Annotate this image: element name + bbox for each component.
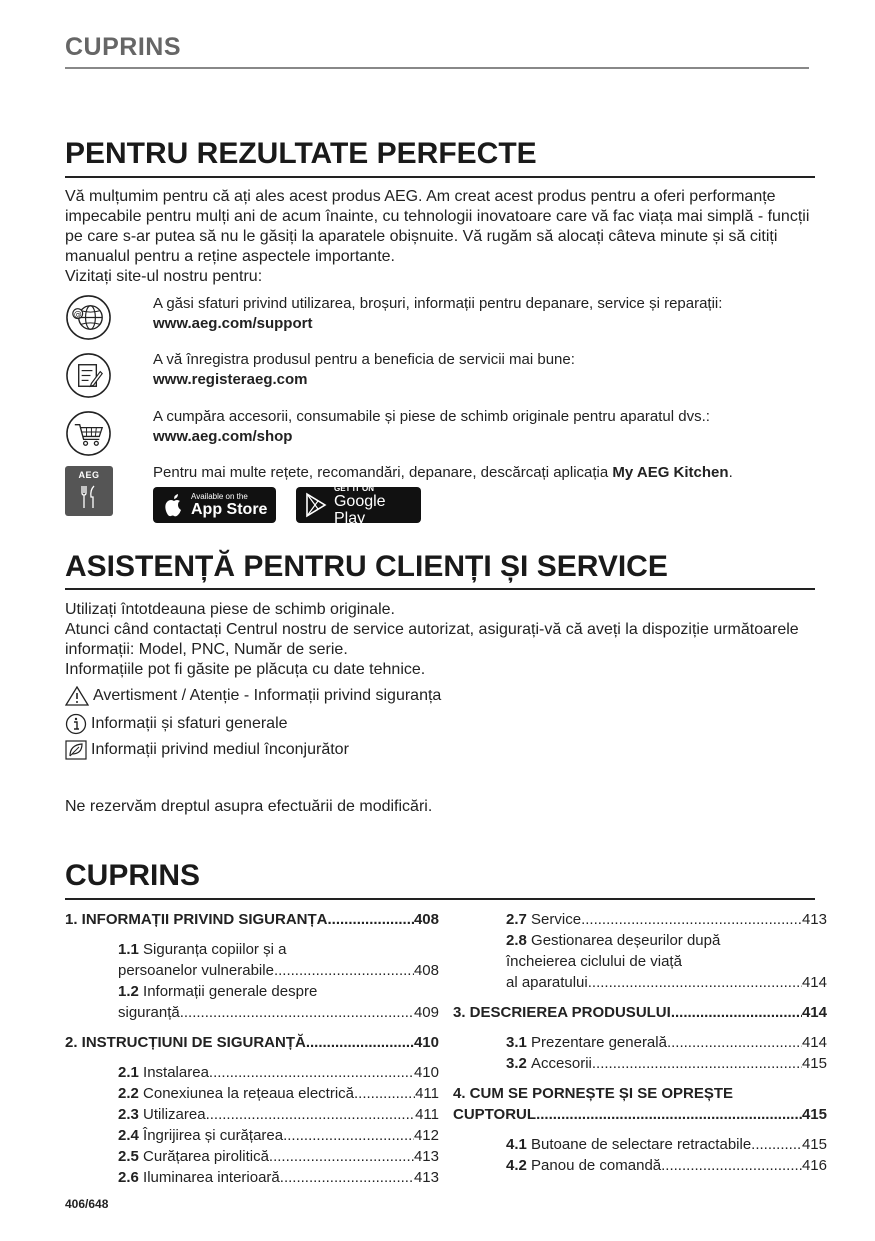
- toc-num: 2.5: [118, 1148, 139, 1165]
- symbol-row-info: [65, 713, 288, 735]
- toc-entry-1-2[interactable]: [65, 981, 439, 1023]
- support-info: [153, 294, 813, 334]
- header-divider: [65, 67, 809, 69]
- toc-page: 416: [801, 1157, 827, 1174]
- toc-label: al aparatului: [506, 974, 588, 991]
- toc-label: CUPTORUL: [453, 1106, 537, 1123]
- play-triangle-icon: [304, 492, 328, 518]
- section-title-results: PENTRU REZULTATE PERFECTE: [65, 137, 537, 170]
- toc-label: siguranță: [118, 1004, 180, 1021]
- toc-entry-2-5[interactable]: [65, 1146, 439, 1167]
- toc-label: Informații generale despre: [143, 983, 318, 1000]
- toc-label: Butoane de selectare retractabile: [531, 1136, 752, 1153]
- toc-page: 415: [801, 1136, 827, 1153]
- toc-label: 1. INFORMAȚII PRIVIND SIGURANȚA: [65, 911, 328, 928]
- register-link[interactable]: www.registeraeg.com: [153, 371, 308, 388]
- toc-entry-2-7[interactable]: [453, 909, 827, 930]
- toc-right-column: [453, 909, 827, 1176]
- app-text-end: .: [728, 464, 733, 481]
- support-text: A găsi sfaturi privind utilizarea, broșuri, informații pentru depanare, service și reparații:: [153, 295, 723, 312]
- service-paragraph: [65, 600, 815, 680]
- google-play-badge[interactable]: [296, 483, 421, 527]
- leaf-icon: [65, 740, 87, 760]
- toc-label: Prezentare generală: [531, 1034, 667, 1051]
- shop-info: [153, 407, 813, 447]
- toc-entry-2-8[interactable]: [453, 930, 827, 993]
- modification-note: Ne rezervăm dreptul asupra efectuării de modificări.: [65, 798, 433, 815]
- toc-entry-4-2[interactable]: [453, 1155, 827, 1176]
- shop-link[interactable]: www.aeg.com/shop: [153, 428, 293, 445]
- support-link[interactable]: www.aeg.com/support: [153, 315, 313, 332]
- toc-num: 2.4: [118, 1127, 139, 1144]
- section-title-service: ASISTENȚĂ PENTRU CLIENȚI ȘI SERVICE: [65, 550, 668, 583]
- section-divider: [65, 176, 815, 178]
- toc-entry-1[interactable]: [65, 909, 439, 930]
- toc-page: 414: [801, 974, 827, 991]
- toc-page: 411: [415, 1085, 439, 1102]
- app-promo-text: [153, 463, 813, 483]
- apple-icon: [163, 492, 185, 518]
- toc-num: 1.1: [118, 941, 139, 958]
- toc-entry-3-1[interactable]: [453, 1032, 827, 1053]
- svg-text:@: @: [73, 309, 82, 319]
- toc-num: 1.2: [118, 983, 139, 1000]
- toc-entry-4-1[interactable]: [453, 1134, 827, 1155]
- toc-label: 2. INSTRUCȚIUNI DE SIGURANȚĂ: [65, 1034, 306, 1051]
- info-circle-icon: [65, 713, 87, 735]
- toc-label: Utilizarea: [143, 1106, 206, 1123]
- app-store-badge[interactable]: [153, 487, 276, 523]
- cutlery-icon: [79, 484, 99, 510]
- toc-num: 2.6: [118, 1169, 139, 1186]
- toc-page: 410: [413, 1034, 439, 1051]
- toc-entry-2-1[interactable]: [65, 1062, 439, 1083]
- toc-page: 408: [413, 911, 439, 928]
- toc-label: Îngrijirea și curățarea: [143, 1127, 284, 1144]
- toc-num: 2.2: [118, 1085, 139, 1102]
- toc-label: Iluminarea interioară: [143, 1169, 280, 1186]
- app-text: Pentru mai multe rețete, recomandări, depanare, descărcați aplicația: [153, 464, 609, 481]
- toc-entry-2-2[interactable]: [65, 1083, 439, 1104]
- toc-num: 4.2: [506, 1157, 527, 1174]
- toc-label: Accesorii: [531, 1055, 592, 1072]
- toc-page: 414: [801, 1034, 827, 1051]
- service-line-3: Informațiile pot fi găsite pe plăcuța cu date tehnice.: [65, 661, 426, 678]
- toc-page: 413: [801, 911, 827, 928]
- toc-label: Instalarea: [143, 1064, 209, 1081]
- intro-text: Vă mulțumim pentru că ați ales acest produs AEG. Am creat acest produs pentru a oferi performanțe impecabile pentru mulți ani de acum înainte, cu tehnologii inovatoare care vă fac viața mai simplă - funcții pe care s-ar putea să nu le găsiți la aparatele obișnuite. Vă rugăm să alocați câteva minute și să citiți manualul pentru a reține aspectele importante.: [65, 188, 810, 265]
- app-store-large: App Store: [191, 501, 268, 518]
- toc-entry-2-4[interactable]: [65, 1125, 439, 1146]
- toc-num: 2.3: [118, 1106, 139, 1123]
- warning-text: Avertisment / Atenție - Informații privind siguranța: [93, 687, 442, 704]
- symbol-row-environment: [65, 740, 349, 760]
- register-info: [153, 350, 813, 390]
- toc-page: 415: [801, 1055, 827, 1072]
- page-header-title: CUPRINS: [65, 33, 182, 61]
- toc-title: CUPRINS: [65, 859, 201, 892]
- aeg-app-logo: [65, 466, 113, 516]
- toc-label: 3. DESCRIEREA PRODUSULUI: [453, 1004, 671, 1021]
- warning-triangle-icon: [65, 686, 89, 706]
- toc-label: Gestionarea deșeurilor după: [531, 932, 721, 949]
- service-line-1: Utilizați întotdeauna piese de schimb originale.: [65, 601, 395, 618]
- shopping-cart-icon: [65, 410, 112, 457]
- toc-page: 413: [413, 1169, 439, 1186]
- toc-page: 409: [413, 1004, 439, 1021]
- toc-num: 3.2: [506, 1055, 527, 1072]
- toc-divider: [65, 898, 815, 900]
- visit-text: Vizitați site-ul nostru pentru:: [65, 268, 263, 285]
- toc-page: 415: [801, 1106, 827, 1123]
- toc-label: Conexiunea la rețeaua electrică: [143, 1085, 354, 1102]
- toc-label: Panou de comandă: [531, 1157, 662, 1174]
- toc-page: 412: [413, 1127, 439, 1144]
- symbol-row-warning: [65, 686, 441, 706]
- toc-entry-2[interactable]: [65, 1032, 439, 1053]
- toc-entry-3-2[interactable]: [453, 1053, 827, 1074]
- register-note-icon: [65, 352, 112, 399]
- toc-page: 414: [801, 1004, 827, 1021]
- intro-paragraph: [65, 187, 815, 287]
- toc-num: 4.1: [506, 1136, 527, 1153]
- shop-text: A cumpăra accesorii, consumabile și piese de schimb originale pentru aparatul dvs.:: [153, 408, 710, 425]
- toc-label: Siguranța copiilor și a: [143, 941, 287, 958]
- register-text: A vă înregistra produsul pentru a beneficia de servicii mai bune:: [153, 351, 575, 368]
- toc-entry-1-1[interactable]: [65, 939, 439, 981]
- toc-entry-2-3[interactable]: [65, 1104, 439, 1125]
- globe-at-icon: [65, 294, 112, 341]
- toc-num: 2.7: [506, 911, 527, 928]
- toc-page: 408: [413, 962, 439, 979]
- toc-label: încheierea ciclului de viață: [506, 953, 682, 970]
- toc-num: 2.8: [506, 932, 527, 949]
- page-number: 406/648: [65, 1197, 109, 1211]
- google-play-large: Google Play: [333, 492, 386, 527]
- section-divider: [65, 588, 815, 590]
- toc-num: 3.1: [506, 1034, 527, 1051]
- toc-entry-4[interactable]: [453, 1083, 827, 1125]
- environment-text: Informații privind mediul înconjurător: [91, 741, 349, 758]
- toc-num: 2.1: [118, 1064, 139, 1081]
- app-store-small: Available on the: [191, 492, 248, 501]
- toc-label: Service: [531, 911, 582, 928]
- info-text: Informații și sfaturi generale: [91, 715, 288, 732]
- toc-page: 410: [413, 1064, 439, 1081]
- toc-label: persoanelor vulnerabile: [118, 962, 274, 979]
- aeg-logo-text: AEG: [78, 470, 100, 480]
- toc-page: 411: [415, 1106, 439, 1123]
- toc-label: 4. CUM SE PORNEȘTE ȘI SE OPREȘTE: [453, 1085, 734, 1102]
- toc-entry-2-6[interactable]: [65, 1167, 439, 1188]
- toc-left-column: [65, 909, 439, 1188]
- google-play-small: GET IT ON: [333, 483, 374, 493]
- app-name: My AEG Kitchen: [612, 464, 729, 481]
- service-line-2: Atunci când contactați Centrul nostru de service autorizat, asigurați-vă că aveți la dispoziție următoarele informații: Model, PNC, Număr de serie.: [65, 621, 799, 658]
- toc-entry-3[interactable]: [453, 1002, 827, 1023]
- toc-page: 413: [413, 1148, 439, 1165]
- toc-label: Curățarea pirolitică: [143, 1148, 269, 1165]
